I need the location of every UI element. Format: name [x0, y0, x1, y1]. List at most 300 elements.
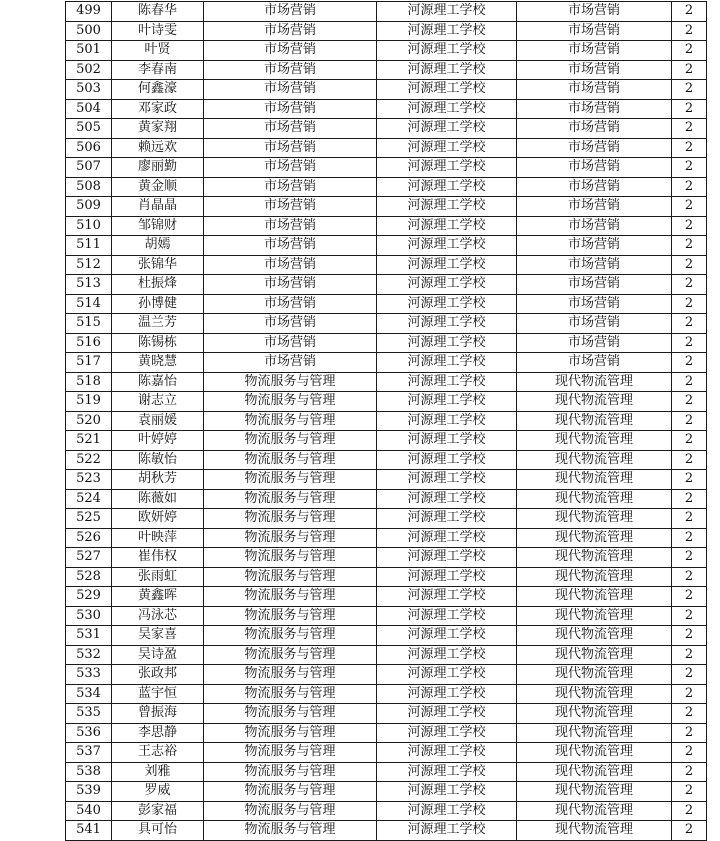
count-cell: 2 — [672, 762, 707, 782]
count-cell: 2 — [672, 80, 707, 100]
major-cell: 物流服务与管理 — [204, 801, 377, 821]
school-cell: 河源理工学校 — [377, 684, 517, 704]
count-cell: 2 — [672, 197, 707, 217]
table-row — [66, 684, 707, 704]
student-name-cell: 欧妍婷 — [112, 509, 204, 529]
count-cell: 2 — [672, 392, 707, 412]
table-row — [66, 80, 707, 100]
school-cell: 河源理工学校 — [377, 606, 517, 626]
table-row — [66, 665, 707, 685]
school-cell: 河源理工学校 — [377, 665, 517, 685]
count-cell: 2 — [672, 60, 707, 80]
major-cell: 物流服务与管理 — [204, 470, 377, 490]
program-cell: 市场营销 — [517, 236, 672, 256]
program-cell: 市场营销 — [517, 177, 672, 197]
program-cell: 市场营销 — [517, 60, 672, 80]
major-cell: 市场营销 — [204, 80, 377, 100]
school-cell: 河源理工学校 — [377, 723, 517, 743]
count-cell: 2 — [672, 411, 707, 431]
count-cell: 2 — [672, 353, 707, 373]
student-name-cell: 李思静 — [112, 723, 204, 743]
student-name-cell: 赖远欢 — [112, 138, 204, 158]
table-row — [66, 470, 707, 490]
program-cell: 市场营销 — [517, 99, 672, 119]
major-cell: 市场营销 — [204, 99, 377, 119]
major-cell: 物流服务与管理 — [204, 587, 377, 607]
count-cell: 2 — [672, 645, 707, 665]
student-name-cell: 冯泳芯 — [112, 606, 204, 626]
school-cell: 河源理工学校 — [377, 80, 517, 100]
count-cell: 2 — [672, 704, 707, 724]
school-cell: 河源理工学校 — [377, 216, 517, 236]
row-number-cell: 540 — [66, 801, 112, 821]
major-cell: 物流服务与管理 — [204, 684, 377, 704]
major-cell: 物流服务与管理 — [204, 704, 377, 724]
program-cell: 市场营销 — [517, 197, 672, 217]
school-cell: 河源理工学校 — [377, 158, 517, 178]
count-cell: 2 — [672, 333, 707, 353]
major-cell: 市场营销 — [204, 41, 377, 61]
student-name-cell: 具可怡 — [112, 821, 204, 841]
school-cell: 河源理工学校 — [377, 567, 517, 587]
program-cell: 现代物流管理 — [517, 392, 672, 412]
program-cell: 现代物流管理 — [517, 567, 672, 587]
school-cell: 河源理工学校 — [377, 762, 517, 782]
student-name-cell: 王志裕 — [112, 743, 204, 763]
row-number-cell: 504 — [66, 99, 112, 119]
student-name-cell: 叶婷婷 — [112, 431, 204, 451]
table-row — [66, 21, 707, 41]
program-cell: 现代物流管理 — [517, 665, 672, 685]
school-cell: 河源理工学校 — [377, 353, 517, 373]
program-cell: 现代物流管理 — [517, 782, 672, 802]
row-number-cell: 526 — [66, 528, 112, 548]
row-number-cell: 501 — [66, 41, 112, 61]
row-number-cell: 514 — [66, 294, 112, 314]
program-cell: 现代物流管理 — [517, 431, 672, 451]
student-name-cell: 崔伟权 — [112, 548, 204, 568]
count-cell: 2 — [672, 489, 707, 509]
school-cell: 河源理工学校 — [377, 236, 517, 256]
student-name-cell: 孙博健 — [112, 294, 204, 314]
school-cell: 河源理工学校 — [377, 21, 517, 41]
table-row — [66, 60, 707, 80]
program-cell: 现代物流管理 — [517, 743, 672, 763]
table-row — [66, 216, 707, 236]
program-cell: 现代物流管理 — [517, 606, 672, 626]
program-cell: 市场营销 — [517, 21, 672, 41]
school-cell: 河源理工学校 — [377, 119, 517, 139]
row-number-cell: 535 — [66, 704, 112, 724]
count-cell: 2 — [672, 548, 707, 568]
row-number-cell: 528 — [66, 567, 112, 587]
student-name-cell: 胡嫣 — [112, 236, 204, 256]
row-number-cell: 511 — [66, 236, 112, 256]
program-cell: 市场营销 — [517, 2, 672, 22]
table-row — [66, 762, 707, 782]
count-cell: 2 — [672, 470, 707, 490]
program-cell: 现代物流管理 — [517, 528, 672, 548]
program-cell: 市场营销 — [517, 275, 672, 295]
count-cell: 2 — [672, 21, 707, 41]
table-row — [66, 587, 707, 607]
row-number-cell: 533 — [66, 665, 112, 685]
school-cell: 河源理工学校 — [377, 275, 517, 295]
student-name-cell: 吴家喜 — [112, 626, 204, 646]
row-number-cell: 518 — [66, 372, 112, 392]
table-row — [66, 411, 707, 431]
count-cell: 2 — [672, 314, 707, 334]
table-row — [66, 645, 707, 665]
row-number-cell: 503 — [66, 80, 112, 100]
table-row — [66, 489, 707, 509]
row-number-cell: 520 — [66, 411, 112, 431]
row-number-cell: 502 — [66, 60, 112, 80]
table-row — [66, 333, 707, 353]
count-cell: 2 — [672, 684, 707, 704]
major-cell: 物流服务与管理 — [204, 821, 377, 841]
table-row — [66, 821, 707, 841]
school-cell: 河源理工学校 — [377, 197, 517, 217]
count-cell: 2 — [672, 372, 707, 392]
program-cell: 现代物流管理 — [517, 372, 672, 392]
major-cell: 物流服务与管理 — [204, 626, 377, 646]
student-name-cell: 杜振烽 — [112, 275, 204, 295]
school-cell: 河源理工学校 — [377, 333, 517, 353]
table-row — [66, 314, 707, 334]
row-number-cell: 506 — [66, 138, 112, 158]
school-cell: 河源理工学校 — [377, 626, 517, 646]
school-cell: 河源理工学校 — [377, 489, 517, 509]
school-cell: 河源理工学校 — [377, 255, 517, 275]
row-number-cell: 515 — [66, 314, 112, 334]
student-name-cell: 邹锦财 — [112, 216, 204, 236]
program-cell: 现代物流管理 — [517, 587, 672, 607]
roster-table — [65, 1, 707, 841]
count-cell: 2 — [672, 158, 707, 178]
count-cell: 2 — [672, 138, 707, 158]
school-cell: 河源理工学校 — [377, 2, 517, 22]
student-name-cell: 张雨虹 — [112, 567, 204, 587]
major-cell: 物流服务与管理 — [204, 645, 377, 665]
row-number-cell: 541 — [66, 821, 112, 841]
major-cell: 市场营销 — [204, 2, 377, 22]
major-cell: 市场营销 — [204, 275, 377, 295]
major-cell: 物流服务与管理 — [204, 723, 377, 743]
student-name-cell: 刘雅 — [112, 762, 204, 782]
row-number-cell: 499 — [66, 2, 112, 22]
table-row — [66, 177, 707, 197]
count-cell: 2 — [672, 236, 707, 256]
school-cell: 河源理工学校 — [377, 411, 517, 431]
program-cell: 现代物流管理 — [517, 684, 672, 704]
row-number-cell: 510 — [66, 216, 112, 236]
row-number-cell: 529 — [66, 587, 112, 607]
table-row — [66, 158, 707, 178]
student-name-cell: 胡秋芳 — [112, 470, 204, 490]
table-row — [66, 197, 707, 217]
count-cell: 2 — [672, 275, 707, 295]
student-name-cell: 陈敏怡 — [112, 450, 204, 470]
program-cell: 市场营销 — [517, 80, 672, 100]
row-number-cell: 532 — [66, 645, 112, 665]
major-cell: 市场营销 — [204, 138, 377, 158]
table-row — [66, 99, 707, 119]
program-cell: 市场营销 — [517, 353, 672, 373]
major-cell: 物流服务与管理 — [204, 528, 377, 548]
count-cell: 2 — [672, 587, 707, 607]
school-cell: 河源理工学校 — [377, 645, 517, 665]
program-cell: 现代物流管理 — [517, 723, 672, 743]
major-cell: 市场营销 — [204, 21, 377, 41]
table-row — [66, 119, 707, 139]
program-cell: 市场营销 — [517, 255, 672, 275]
table-row — [66, 606, 707, 626]
student-name-cell: 谢志立 — [112, 392, 204, 412]
table-row — [66, 801, 707, 821]
program-cell: 市场营销 — [517, 294, 672, 314]
school-cell: 河源理工学校 — [377, 138, 517, 158]
table-row — [66, 567, 707, 587]
row-number-cell: 523 — [66, 470, 112, 490]
student-name-cell: 张锦华 — [112, 255, 204, 275]
count-cell: 2 — [672, 450, 707, 470]
program-cell: 现代物流管理 — [517, 470, 672, 490]
row-number-cell: 508 — [66, 177, 112, 197]
table-row — [66, 704, 707, 724]
count-cell: 2 — [672, 2, 707, 22]
program-cell: 现代物流管理 — [517, 489, 672, 509]
row-number-cell: 538 — [66, 762, 112, 782]
program-cell: 现代物流管理 — [517, 801, 672, 821]
table-row — [66, 431, 707, 451]
major-cell: 物流服务与管理 — [204, 606, 377, 626]
program-cell: 现代物流管理 — [517, 821, 672, 841]
row-number-cell: 537 — [66, 743, 112, 763]
count-cell: 2 — [672, 626, 707, 646]
major-cell: 物流服务与管理 — [204, 762, 377, 782]
roster-table-body — [66, 2, 707, 841]
student-name-cell: 黄鑫晖 — [112, 587, 204, 607]
program-cell: 现代物流管理 — [517, 450, 672, 470]
major-cell: 物流服务与管理 — [204, 782, 377, 802]
count-cell: 2 — [672, 41, 707, 61]
student-name-cell: 吴诗盈 — [112, 645, 204, 665]
program-cell: 市场营销 — [517, 216, 672, 236]
count-cell: 2 — [672, 119, 707, 139]
major-cell: 物流服务与管理 — [204, 489, 377, 509]
major-cell: 物流服务与管理 — [204, 743, 377, 763]
major-cell: 物流服务与管理 — [204, 548, 377, 568]
student-name-cell: 袁丽媛 — [112, 411, 204, 431]
count-cell: 2 — [672, 606, 707, 626]
school-cell: 河源理工学校 — [377, 509, 517, 529]
table-row — [66, 509, 707, 529]
student-name-cell: 黄金顺 — [112, 177, 204, 197]
student-name-cell: 叶诗雯 — [112, 21, 204, 41]
school-cell: 河源理工学校 — [377, 548, 517, 568]
program-cell: 市场营销 — [517, 138, 672, 158]
school-cell: 河源理工学校 — [377, 99, 517, 119]
table-row — [66, 255, 707, 275]
school-cell: 河源理工学校 — [377, 41, 517, 61]
table-row — [66, 294, 707, 314]
program-cell: 市场营销 — [517, 314, 672, 334]
student-name-cell: 李春南 — [112, 60, 204, 80]
school-cell: 河源理工学校 — [377, 314, 517, 334]
program-cell: 现代物流管理 — [517, 411, 672, 431]
row-number-cell: 527 — [66, 548, 112, 568]
student-name-cell: 廖丽勤 — [112, 158, 204, 178]
count-cell: 2 — [672, 665, 707, 685]
program-cell: 现代物流管理 — [517, 626, 672, 646]
row-number-cell: 519 — [66, 392, 112, 412]
row-number-cell: 530 — [66, 606, 112, 626]
table-row — [66, 41, 707, 61]
student-name-cell: 张政邦 — [112, 665, 204, 685]
count-cell: 2 — [672, 782, 707, 802]
major-cell: 市场营销 — [204, 119, 377, 139]
major-cell: 物流服务与管理 — [204, 372, 377, 392]
row-number-cell: 507 — [66, 158, 112, 178]
school-cell: 河源理工学校 — [377, 392, 517, 412]
school-cell: 河源理工学校 — [377, 177, 517, 197]
school-cell: 河源理工学校 — [377, 450, 517, 470]
school-cell: 河源理工学校 — [377, 821, 517, 841]
major-cell: 市场营销 — [204, 60, 377, 80]
table-row — [66, 138, 707, 158]
table-row — [66, 548, 707, 568]
row-number-cell: 522 — [66, 450, 112, 470]
program-cell: 现代物流管理 — [517, 704, 672, 724]
major-cell: 物流服务与管理 — [204, 665, 377, 685]
student-name-cell: 黄晓慧 — [112, 353, 204, 373]
row-number-cell: 512 — [66, 255, 112, 275]
count-cell: 2 — [672, 723, 707, 743]
count-cell: 2 — [672, 431, 707, 451]
major-cell: 市场营销 — [204, 177, 377, 197]
table-row — [66, 723, 707, 743]
school-cell: 河源理工学校 — [377, 587, 517, 607]
row-number-cell: 524 — [66, 489, 112, 509]
student-name-cell: 叶映萍 — [112, 528, 204, 548]
student-name-cell: 曾振海 — [112, 704, 204, 724]
school-cell: 河源理工学校 — [377, 801, 517, 821]
student-name-cell: 蓝宇恒 — [112, 684, 204, 704]
major-cell: 物流服务与管理 — [204, 431, 377, 451]
program-cell: 现代物流管理 — [517, 762, 672, 782]
student-name-cell: 何鑫濠 — [112, 80, 204, 100]
program-cell: 市场营销 — [517, 119, 672, 139]
row-number-cell: 513 — [66, 275, 112, 295]
student-name-cell: 叶贤 — [112, 41, 204, 61]
program-cell: 市场营销 — [517, 158, 672, 178]
row-number-cell: 531 — [66, 626, 112, 646]
major-cell: 物流服务与管理 — [204, 509, 377, 529]
row-number-cell: 500 — [66, 21, 112, 41]
major-cell: 市场营销 — [204, 216, 377, 236]
table-row — [66, 782, 707, 802]
row-number-cell: 505 — [66, 119, 112, 139]
count-cell: 2 — [672, 294, 707, 314]
count-cell: 2 — [672, 567, 707, 587]
school-cell: 河源理工学校 — [377, 294, 517, 314]
major-cell: 市场营销 — [204, 197, 377, 217]
row-number-cell: 516 — [66, 333, 112, 353]
row-number-cell: 534 — [66, 684, 112, 704]
row-number-cell: 536 — [66, 723, 112, 743]
major-cell: 市场营销 — [204, 353, 377, 373]
count-cell: 2 — [672, 801, 707, 821]
table-row — [66, 2, 707, 22]
row-number-cell: 509 — [66, 197, 112, 217]
count-cell: 2 — [672, 99, 707, 119]
major-cell: 市场营销 — [204, 294, 377, 314]
school-cell: 河源理工学校 — [377, 470, 517, 490]
table-row — [66, 236, 707, 256]
school-cell: 河源理工学校 — [377, 372, 517, 392]
student-name-cell: 温兰芳 — [112, 314, 204, 334]
student-name-cell: 陈薇如 — [112, 489, 204, 509]
student-name-cell: 彭家福 — [112, 801, 204, 821]
count-cell: 2 — [672, 255, 707, 275]
table-row — [66, 626, 707, 646]
program-cell: 现代物流管理 — [517, 509, 672, 529]
student-name-cell: 陈嘉怡 — [112, 372, 204, 392]
major-cell: 市场营销 — [204, 333, 377, 353]
school-cell: 河源理工学校 — [377, 743, 517, 763]
table-row — [66, 275, 707, 295]
student-name-cell: 肖晶晶 — [112, 197, 204, 217]
table-row — [66, 743, 707, 763]
table-row — [66, 450, 707, 470]
major-cell: 市场营销 — [204, 158, 377, 178]
program-cell: 现代物流管理 — [517, 645, 672, 665]
program-cell: 现代物流管理 — [517, 548, 672, 568]
major-cell: 市场营销 — [204, 314, 377, 334]
school-cell: 河源理工学校 — [377, 782, 517, 802]
count-cell: 2 — [672, 821, 707, 841]
student-name-cell: 邓家政 — [112, 99, 204, 119]
count-cell: 2 — [672, 177, 707, 197]
table-row — [66, 392, 707, 412]
school-cell: 河源理工学校 — [377, 704, 517, 724]
program-cell: 市场营销 — [517, 41, 672, 61]
major-cell: 物流服务与管理 — [204, 392, 377, 412]
roster-sheet — [65, 1, 706, 841]
table-row — [66, 372, 707, 392]
major-cell: 物流服务与管理 — [204, 567, 377, 587]
count-cell: 2 — [672, 743, 707, 763]
student-name-cell: 黄家翔 — [112, 119, 204, 139]
school-cell: 河源理工学校 — [377, 528, 517, 548]
major-cell: 市场营销 — [204, 255, 377, 275]
table-row — [66, 353, 707, 373]
program-cell: 市场营销 — [517, 333, 672, 353]
student-name-cell: 陈锡栋 — [112, 333, 204, 353]
school-cell: 河源理工学校 — [377, 60, 517, 80]
count-cell: 2 — [672, 528, 707, 548]
major-cell: 物流服务与管理 — [204, 450, 377, 470]
row-number-cell: 539 — [66, 782, 112, 802]
major-cell: 物流服务与管理 — [204, 411, 377, 431]
student-name-cell: 陈春华 — [112, 2, 204, 22]
row-number-cell: 517 — [66, 353, 112, 373]
count-cell: 2 — [672, 216, 707, 236]
row-number-cell: 521 — [66, 431, 112, 451]
count-cell: 2 — [672, 509, 707, 529]
major-cell: 市场营销 — [204, 236, 377, 256]
